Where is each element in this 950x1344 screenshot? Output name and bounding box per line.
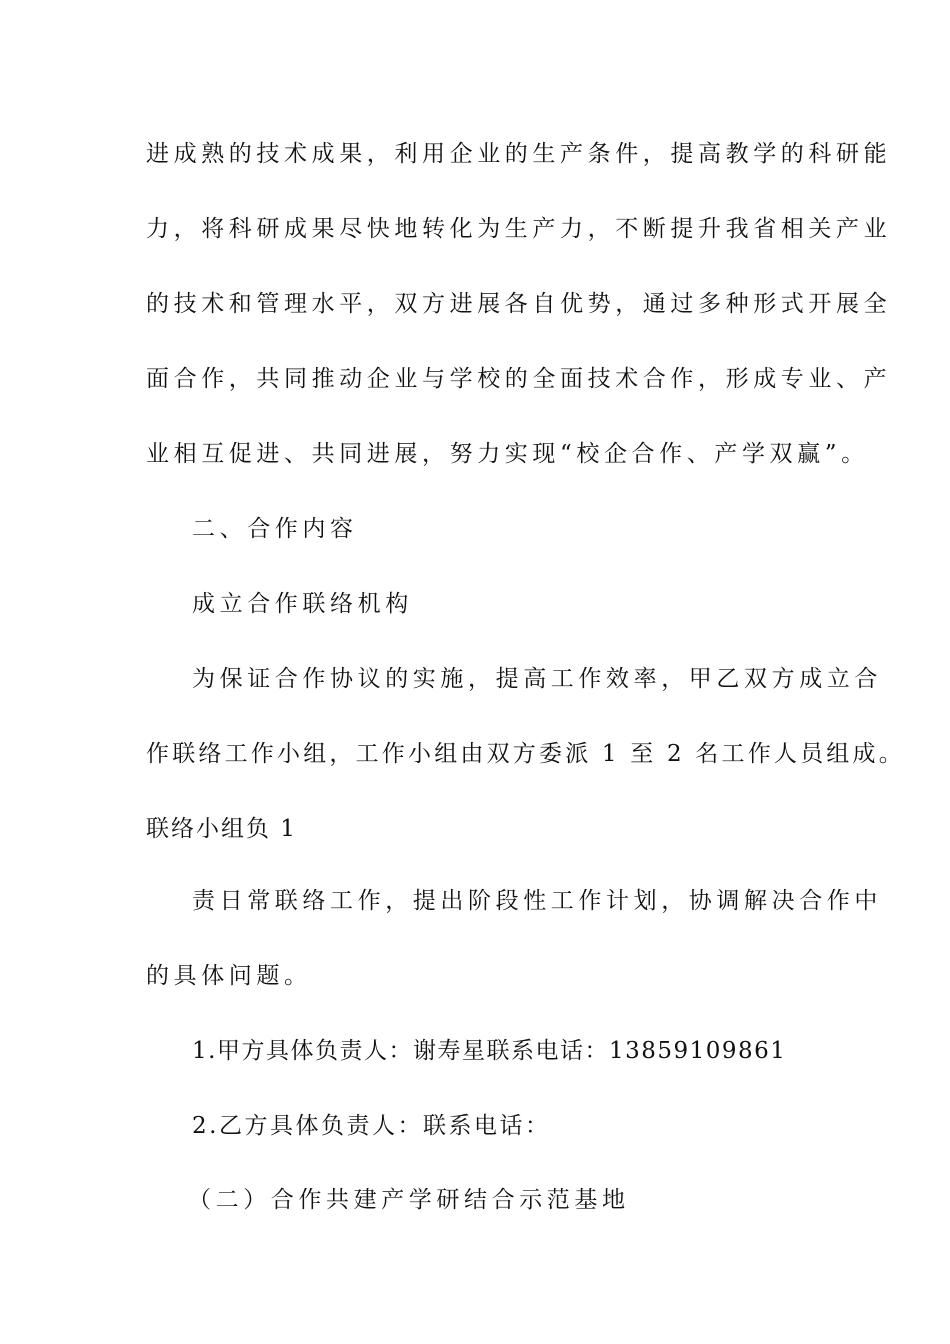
subsection-heading-2: （二）合作共建产学研结合示范基地 xyxy=(188,1187,630,1213)
subsection-heading: 成立合作联络机构 xyxy=(192,591,413,617)
paragraph-line-7: 作联络工作小组，工作小组由双方委派 1 至 2 名工作人员组成。 xyxy=(146,741,905,767)
paragraph-line-8: 联络小组负 1 xyxy=(146,816,297,842)
section-heading: 二、合作内容 xyxy=(192,516,358,542)
paragraph-line-5: 业相互促进、共同进展，努力实现“校企合作、产学双赢”。 xyxy=(146,441,869,467)
contact-line-party-a: 1.甲方具体负责人：谢寿星联系电话：13859109861 xyxy=(192,1038,787,1064)
paragraph-line-3: 的技术和管理水平，双方进展各自优势，通过多种形式开展全 xyxy=(146,291,892,317)
paragraph-line-2: 力，将科研成果尽快地转化为生产力，不断提升我省相关产业 xyxy=(146,216,892,242)
paragraph-line-4: 面合作，共同推动企业与学校的全面技术合作，形成专业、产 xyxy=(146,366,892,392)
paragraph-line-1: 进成熟的技术成果，利用企业的生产条件，提高教学的科研能 xyxy=(146,141,892,167)
contact-line-party-b: 2.乙方具体负责人：联系电话： xyxy=(192,1113,551,1139)
paragraph-line-6: 为保证合作协议的实施，提高工作效率，甲乙双方成立合 xyxy=(192,666,882,692)
paragraph-line-10: 的具体问题。 xyxy=(146,963,312,989)
paragraph-line-9: 责日常联络工作，提出阶段性工作计划，协调解决合作中 xyxy=(192,888,882,914)
